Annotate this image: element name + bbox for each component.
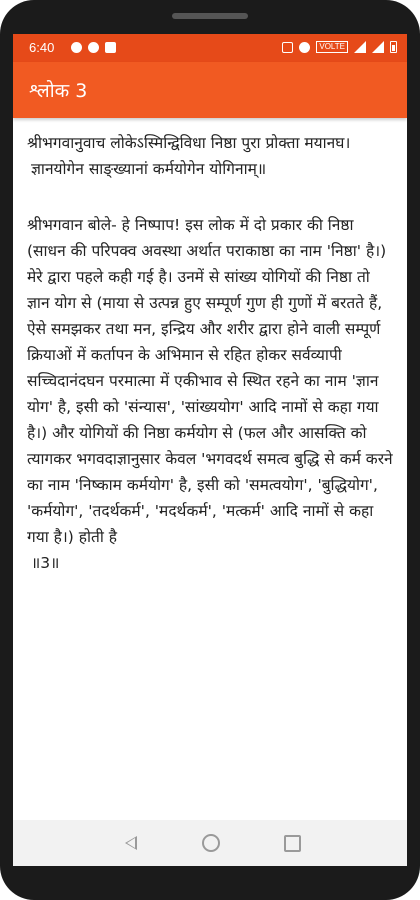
verse-translation: श्रीभगवान बोले- हे निष्पाप! इस लोक में दो प्रकार की निष्ठा (साधन की परिपक्व अवस्था अर्थात पराकाष्ठा का नाम 'निष्ठा' है।) मेरे द्वारा पहले कही गई है। उनमें से सांख्य योगियों की निष्ठा तो ज्ञान योग से (माया से उत्पन्न हुए सम्पूर्ण गुण ही गुणों में बरतते हैं, ऐसे समझकर तथा मन, इन्द्रिय और शरीर द्वारा होने वाली सम्पूर्ण क्रियाओं में कर्तापन के अभिमान से रहित होकर सर्वव्यापी सच्चिदानंदघन परमात्मा में एकीभाव से स्थित रहने का नाम 'ज्ञान योग' है, इसी को 'संन्यास', 'सांख्ययोग' आदि नामों से कहा गया है।) और योगियों की निष्ठा कर्मयोग से (फल और आसक्ति को त्यागकर भगवदाज्ञानुसार केवल 'भगवदर्थ समत्व बुद्धि से कर्म करने का नाम 'निष्काम कर्मयोग' है, इसी को 'समत्वयोग', 'बुद्धियोग', 'कर्मयोग', 'तदर्थकर्म', 'मदर्थकर्म', 'मत्कर्म' आदि नामों से कहा गया है।) होती है — [27, 216, 398, 546]
volte-icon: VOLTE — [316, 41, 348, 53]
status-bar — [13, 34, 407, 62]
navigation-bar — [13, 820, 407, 866]
speaker-grille — [172, 13, 248, 19]
verse-line-2: ज्ञानयोगेन साङ्ख्यानां कर्मयोगेन योगिनाम्॥ — [31, 160, 267, 178]
screen — [13, 34, 407, 866]
recent-apps-icon[interactable] — [284, 835, 301, 852]
hotspot-icon — [299, 42, 310, 53]
signal-icon — [354, 41, 366, 53]
status-system-icons — [282, 41, 397, 53]
image-icon — [105, 42, 116, 53]
page-title: श्लोक 3 — [29, 80, 88, 102]
verse-number: ॥3॥ — [31, 554, 60, 572]
chat-icon — [71, 42, 82, 53]
app-bar — [13, 62, 407, 118]
no-sim-icon — [372, 41, 384, 53]
battery-icon — [390, 41, 397, 53]
status-notification-icons — [71, 42, 116, 53]
status-time: 6:40 — [29, 40, 55, 55]
whatsapp-icon — [88, 42, 99, 53]
home-icon[interactable] — [202, 834, 220, 852]
verse-line-1: श्रीभगवानुवाच लोकेऽस्मिन्द्विविधा निष्ठा पुरा प्रोक्ता मयानघ। — [27, 134, 351, 152]
verse-content — [13, 118, 407, 814]
nfc-icon — [282, 42, 293, 53]
back-icon[interactable] — [125, 836, 137, 850]
spacer — [27, 182, 393, 212]
